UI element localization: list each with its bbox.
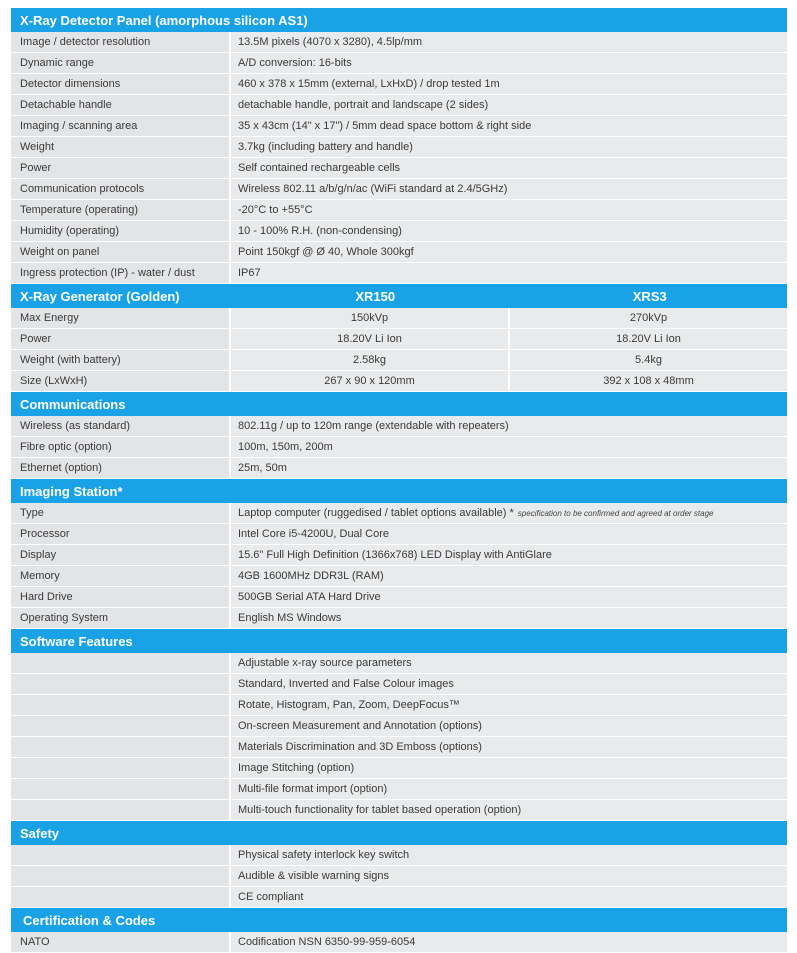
feature-row [11, 800, 787, 821]
spec-row [11, 53, 787, 74]
spec-row [11, 566, 787, 587]
feature-row [11, 716, 787, 737]
safety-rows [11, 845, 787, 908]
spec-label: Weight [11, 137, 231, 157]
section-header-safety [11, 821, 787, 845]
spec-row [11, 608, 787, 629]
spec-row [11, 242, 787, 263]
spec-value: 460 x 378 x 15mm (external, LxHxD) / drop tested 1m [231, 74, 787, 94]
empty-label [11, 737, 231, 757]
feature-item: On-screen Measurement and Annotation (options) [231, 716, 787, 736]
spec-value: A/D conversion: 16-bits [231, 53, 787, 73]
spec-label: Fibre optic (option) [11, 437, 231, 457]
spec-value: 10 - 100% R.H. (non-condensing) [231, 221, 787, 241]
feature-item: Image Stitching (option) [231, 758, 787, 778]
empty-label [11, 674, 231, 694]
section-header-imaging-station [11, 479, 787, 503]
detector-rows [11, 32, 787, 284]
spec-value-xr150: 267 x 90 x 120mm [231, 371, 508, 391]
spec-label: Communication protocols [11, 179, 231, 199]
spec-row [11, 200, 787, 221]
spec-label: Size (LxWxH) [11, 371, 231, 391]
spec-value: Codification NSN 6350-99-959-6054 [231, 932, 787, 952]
spec-value: 13.5M pixels (4070 x 3280), 4.5lp/mm [231, 32, 787, 52]
spec-label: Memory [11, 566, 231, 586]
spec-value-xr150: 150kVp [231, 308, 508, 328]
safety-item: Physical safety interlock key switch [231, 845, 787, 865]
spec-value: 25m, 50m [231, 458, 787, 478]
spec-label: Operating System [11, 608, 231, 628]
section-header-generator [11, 284, 787, 308]
spec-row [11, 95, 787, 116]
spec-value-xrs3: 18.20V Li Ion [508, 329, 787, 349]
spec-row [11, 458, 787, 479]
spec-label: Dynamic range [11, 53, 231, 73]
spec-label: Weight on panel [11, 242, 231, 262]
spec-row [11, 416, 787, 437]
section-title: Safety [20, 825, 60, 841]
spec-row [11, 158, 787, 179]
spec-value: English MS Windows [231, 608, 787, 628]
feature-row [11, 695, 787, 716]
column-header-xr150: XR150 [355, 288, 396, 304]
spec-value: Point 150kgf @ Ø 40, Whole 300kgf [231, 242, 787, 262]
spec-row [11, 350, 787, 371]
empty-label [11, 695, 231, 715]
safety-item: Audible & visible warning signs [231, 866, 787, 886]
spec-value: 3.7kg (including battery and handle) [231, 137, 787, 157]
feature-row [11, 653, 787, 674]
footnote: specification to be confirmed and agreed at order stage [517, 508, 714, 518]
section-title: X-Ray Generator (Golden) [20, 288, 180, 304]
spec-value-xr150: 2.58kg [231, 350, 508, 370]
spec-value: Self contained rechargeable cells [231, 158, 787, 178]
empty-label [11, 800, 231, 820]
feature-row [11, 779, 787, 800]
spec-row [11, 329, 787, 350]
spec-value: 35 x 43cm (14" x 17") / 5mm dead space bottom & right side [231, 116, 787, 136]
feature-row [11, 737, 787, 758]
spec-label: Hard Drive [11, 587, 231, 607]
spec-row [11, 371, 787, 392]
section-header-software-features [11, 629, 787, 653]
feature-item: Multi-file format import (option) [231, 779, 787, 799]
empty-label [11, 653, 231, 673]
column-header-xrs3: XRS3 [632, 288, 667, 304]
feature-row [11, 758, 787, 779]
spec-row [11, 179, 787, 200]
spec-value-xrs3: 5.4kg [508, 350, 787, 370]
spec-value [231, 503, 787, 523]
section-title: Imaging Station* [20, 483, 123, 499]
section-title: Software Features [20, 633, 133, 649]
safety-item: CE compliant [231, 887, 787, 907]
spec-label: Max Energy [11, 308, 231, 328]
generator-rows [11, 308, 787, 392]
empty-label [11, 716, 231, 736]
spec-label: Humidity (operating) [11, 221, 231, 241]
spec-value: 100m, 150m, 200m [231, 437, 787, 457]
communications-rows [11, 416, 787, 479]
imaging-rows [11, 503, 787, 629]
feature-item: Adjustable x-ray source parameters [231, 653, 787, 673]
spec-value: 802.11g / up to 120m range (extendable with repeaters) [231, 416, 787, 436]
spec-label: Imaging / scanning area [11, 116, 231, 136]
feature-item: Rotate, Histogram, Pan, Zoom, DeepFocus™ [231, 695, 787, 715]
spec-row [11, 503, 787, 524]
feature-row [11, 887, 787, 908]
section-header-certification [11, 908, 787, 932]
spec-value: 15.6" Full High Definition (1366x768) LED Display with AntiGlare [231, 545, 787, 565]
feature-row [11, 674, 787, 695]
spec-row [11, 308, 787, 329]
empty-label [11, 887, 231, 907]
spec-row [11, 74, 787, 95]
empty-label [11, 758, 231, 778]
spec-value: Intel Core i5-4200U, Dual Core [231, 524, 787, 544]
spec-value: Wireless 802.11 a/b/g/n/ac (WiFi standard at 2.4/5GHz) [231, 179, 787, 199]
spec-row [11, 263, 787, 284]
spec-value-xrs3: 270kVp [508, 308, 787, 328]
empty-label [11, 779, 231, 799]
feature-row [11, 866, 787, 887]
spec-label: Power [11, 329, 231, 349]
section-header-detector [11, 8, 787, 32]
section-title: X-Ray Detector Panel (amorphous silicon AS1) [20, 12, 308, 28]
certification-rows [11, 932, 787, 953]
feature-item: Materials Discrimination and 3D Emboss (options) [231, 737, 787, 757]
spec-row [11, 221, 787, 242]
section-title: Certification & Codes [23, 912, 156, 928]
empty-label [11, 845, 231, 865]
spec-value: IP67 [231, 263, 787, 283]
feature-row [11, 845, 787, 866]
spec-value: detachable handle, portrait and landscape (2 sides) [231, 95, 787, 115]
software-rows [11, 653, 787, 821]
feature-item: Multi-touch functionality for tablet based operation (option) [231, 800, 787, 820]
section-title: Communications [20, 396, 126, 412]
spec-label: Temperature (operating) [11, 200, 231, 220]
spec-label: Ethernet (option) [11, 458, 231, 478]
spec-value-xr150: 18.20V Li Ion [231, 329, 508, 349]
spec-label: Detector dimensions [11, 74, 231, 94]
spec-label: Display [11, 545, 231, 565]
spec-label: Power [11, 158, 231, 178]
section-header-communications [11, 392, 787, 416]
spec-row [11, 587, 787, 608]
spec-row [11, 32, 787, 53]
spec-row [11, 437, 787, 458]
feature-item: Standard, Inverted and False Colour images [231, 674, 787, 694]
spec-label: Image / detector resolution [11, 32, 231, 52]
type-value: Laptop computer (ruggedised / tablet options available) * [238, 507, 514, 519]
spec-sheet [11, 8, 787, 953]
spec-value-xrs3: 392 x 108 x 48mm [508, 371, 787, 391]
spec-row [11, 524, 787, 545]
spec-label: Ingress protection (IP) - water / dust [11, 263, 231, 283]
spec-value: 4GB 1600MHz DDR3L (RAM) [231, 566, 787, 586]
spec-label: Detachable handle [11, 95, 231, 115]
spec-value: 500GB Serial ATA Hard Drive [231, 587, 787, 607]
spec-label: Weight (with battery) [11, 350, 231, 370]
empty-label [11, 866, 231, 886]
spec-row [11, 932, 787, 953]
spec-label: Processor [11, 524, 231, 544]
spec-row [11, 137, 787, 158]
spec-label: Wireless (as standard) [11, 416, 231, 436]
spec-value: -20°C to +55°C [231, 200, 787, 220]
spec-label: Type [11, 503, 231, 523]
spec-label: NATO [11, 932, 231, 952]
spec-row [11, 545, 787, 566]
spec-row [11, 116, 787, 137]
